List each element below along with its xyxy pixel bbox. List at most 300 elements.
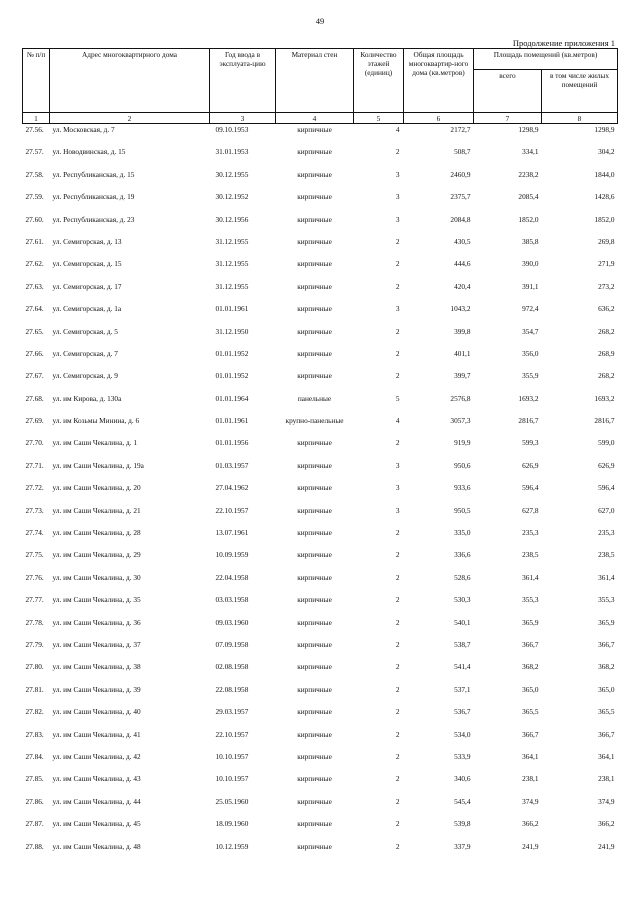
cell-premises-area-total: 365,5 — [522, 707, 539, 717]
cell-residential-area: 269,8 — [598, 236, 615, 246]
cell-wall-material: кирпичные — [297, 147, 332, 157]
cell-row-number: 27.88. — [25, 841, 44, 851]
cell-address: ул. им Саши Чекалина, д. 36 — [52, 617, 141, 627]
table-row — [23, 640, 618, 662]
cell-premises-area-total: 366,2 — [522, 819, 539, 829]
cell-total-area: 337,9 — [454, 841, 471, 851]
cell-row-number: 27.86. — [25, 796, 44, 806]
cell-premises-area-total: 355,3 — [522, 595, 539, 605]
cell-row-number: 27.62. — [25, 259, 44, 269]
cell-year-built: 09.03.1960 — [215, 617, 249, 627]
cell-address: ул. Семигорская, д. 15 — [52, 259, 122, 269]
cell-residential-area: 238,5 — [598, 550, 615, 560]
cell-wall-material: кирпичные — [297, 707, 332, 717]
cell-wall-material: кирпичные — [297, 572, 332, 582]
cell-premises-area-total: 334,1 — [522, 147, 539, 157]
cell-row-number: 27.63. — [25, 281, 44, 291]
page-number: 49 — [315, 16, 325, 26]
cell-year-built: 29.03.1957 — [215, 707, 249, 717]
cell-row-number: 27.66. — [25, 348, 44, 358]
cell-total-area: 420,4 — [454, 281, 471, 291]
table-row — [23, 124, 618, 148]
cell-floors: 2 — [395, 639, 400, 649]
cell-address: ул. Семигорская, д. 7 — [52, 348, 118, 358]
cell-floors: 2 — [395, 147, 400, 157]
cell-year-built: 31.12.1950 — [215, 326, 249, 336]
cell-address: ул. им Саши Чекалина, д. 48 — [52, 841, 141, 851]
cell-address: ул. Московская, д. 7 — [52, 125, 115, 134]
cell-premises-area-total: 599,3 — [522, 438, 539, 448]
cell-address: ул. Семигорская, д. 9 — [52, 371, 118, 381]
table-row — [23, 662, 618, 684]
cell-total-area: 508,7 — [454, 147, 471, 157]
cell-row-number: 27.72. — [25, 483, 44, 493]
cell-floors: 2 — [395, 348, 400, 358]
cell-residential-area: 626,9 — [598, 460, 615, 470]
cell-address: ул. им Саши Чекалина, д. 28 — [52, 528, 141, 538]
column-number: 3 — [210, 113, 276, 124]
cell-total-area: 399,8 — [454, 326, 471, 336]
cell-row-number: 27.71. — [25, 460, 44, 470]
cell-floors: 2 — [395, 841, 400, 851]
cell-residential-area: 355,3 — [598, 595, 615, 605]
cell-residential-area: 1852,0 — [594, 214, 615, 224]
cell-address: ул. Республиканская, д. 19 — [52, 192, 135, 202]
cell-premises-area-total: 355,9 — [522, 371, 539, 381]
cell-total-area: 539,8 — [454, 819, 471, 829]
cell-residential-area: 361,4 — [598, 572, 615, 582]
cell-premises-area-total: 368,2 — [522, 662, 539, 672]
cell-year-built: 09.10.1953 — [215, 125, 249, 134]
cell-year-built: 01.01.1956 — [215, 438, 249, 448]
cell-wall-material: кирпичные — [297, 169, 332, 179]
cell-address: ул. им Саши Чекалина, д. 42 — [52, 751, 141, 761]
cell-total-area: 536,7 — [454, 707, 471, 717]
cell-floors: 2 — [395, 259, 400, 269]
cell-wall-material: кирпичные — [297, 550, 332, 560]
cell-floors: 2 — [395, 796, 400, 806]
cell-row-number: 27.59. — [25, 192, 44, 202]
header-premises-residential: в том числе жилых помещений — [542, 70, 618, 113]
cell-total-area: 530,3 — [454, 595, 471, 605]
cell-row-number: 27.81. — [25, 684, 44, 694]
cell-address: ул. им Саши Чекалина, д. 30 — [52, 572, 141, 582]
cell-floors: 2 — [395, 684, 400, 694]
cell-total-area: 2084,8 — [450, 214, 471, 224]
cell-floors: 2 — [395, 371, 400, 381]
table-row — [23, 819, 618, 841]
cell-premises-area-total: 238,1 — [522, 774, 539, 784]
table-row — [23, 237, 618, 259]
cell-premises-area-total: 361,4 — [522, 572, 539, 582]
cell-premises-area-total: 596,4 — [522, 483, 539, 493]
cell-floors: 3 — [395, 505, 400, 515]
column-number: 8 — [542, 113, 618, 124]
header-row-number: № п/п — [23, 49, 50, 113]
cell-year-built: 22.10.1957 — [215, 505, 249, 515]
cell-total-area: 534,0 — [454, 729, 471, 739]
column-number: 7 — [474, 113, 542, 124]
cell-floors: 5 — [395, 393, 400, 403]
cell-row-number: 27.61. — [25, 236, 44, 246]
header-premises-area: Площадь помещений (кв.метров) — [474, 49, 618, 70]
cell-residential-area: 235,3 — [598, 528, 615, 538]
cell-address: ул. им Саши Чекалина, д. 41 — [52, 729, 141, 739]
cell-row-number: 27.69. — [25, 416, 44, 426]
cell-wall-material: кирпичные — [297, 125, 332, 134]
cell-year-built: 03.03.1958 — [215, 595, 249, 605]
header-wall-material: Материал стен — [276, 49, 354, 113]
cell-wall-material: кирпичные — [297, 214, 332, 224]
table-row — [23, 416, 618, 438]
cell-total-area: 401,1 — [454, 348, 471, 358]
table-row — [23, 461, 618, 483]
cell-floors: 2 — [395, 662, 400, 672]
cell-address: ул. Республиканская, д. 15 — [52, 169, 135, 179]
cell-residential-area: 366,7 — [598, 729, 615, 739]
cell-floors: 3 — [395, 304, 400, 314]
cell-premises-area-total: 366,7 — [522, 729, 539, 739]
cell-residential-area: 1298,9 — [594, 125, 615, 134]
cell-wall-material: кирпичные — [297, 617, 332, 627]
table-row — [23, 394, 618, 416]
cell-year-built: 31.01.1953 — [215, 147, 249, 157]
cell-year-built: 01.01.1961 — [215, 416, 249, 426]
cell-premises-area-total: 391,1 — [522, 281, 539, 291]
cell-year-built: 10.10.1957 — [215, 751, 249, 761]
cell-address: ул. им Саши Чекалина, д. 45 — [52, 819, 141, 829]
continuation-note: Продолжение приложения 1 — [512, 38, 615, 48]
cell-floors: 4 — [395, 416, 400, 426]
cell-row-number: 27.60. — [25, 214, 44, 224]
cell-wall-material: кирпичные — [297, 639, 332, 649]
cell-wall-material: кирпичные — [297, 684, 332, 694]
column-number: 1 — [23, 113, 50, 124]
cell-row-number: 27.64. — [25, 304, 44, 314]
cell-year-built: 13.07.1961 — [215, 528, 249, 538]
table-row — [23, 752, 618, 774]
cell-total-area: 950,5 — [454, 505, 471, 515]
cell-total-area: 538,7 — [454, 639, 471, 649]
cell-wall-material: кирпичные — [297, 326, 332, 336]
cell-row-number: 27.78. — [25, 617, 44, 627]
cell-wall-material: кирпичные — [297, 751, 332, 761]
cell-wall-material: кирпичные — [297, 662, 332, 672]
cell-wall-material: кирпичные — [297, 259, 332, 269]
cell-premises-area-total: 2085,4 — [518, 192, 539, 202]
cell-total-area: 537,1 — [454, 684, 471, 694]
cell-floors: 2 — [395, 751, 400, 761]
cell-premises-area-total: 627,8 — [522, 505, 539, 515]
cell-year-built: 31.12.1955 — [215, 281, 249, 291]
cell-floors: 2 — [395, 326, 400, 336]
header-address: Адрес многоквартирного дома — [50, 49, 210, 113]
table-row — [23, 528, 618, 550]
column-number: 6 — [404, 113, 474, 124]
table-row — [23, 685, 618, 707]
cell-wall-material: кирпичные — [297, 348, 332, 358]
table-row — [23, 215, 618, 237]
cell-total-area: 533,9 — [454, 751, 471, 761]
table-row — [23, 282, 618, 304]
cell-total-area: 528,6 — [454, 572, 471, 582]
cell-total-area: 540,1 — [454, 617, 471, 627]
cell-wall-material: кирпичные — [297, 371, 332, 381]
cell-year-built: 22.04.1958 — [215, 572, 249, 582]
cell-floors: 2 — [395, 236, 400, 246]
cell-year-built: 30.12.1956 — [215, 214, 249, 224]
cell-premises-area-total: 972,4 — [522, 304, 539, 314]
column-numbers-row — [23, 113, 618, 124]
cell-residential-area: 368,2 — [598, 662, 615, 672]
cell-total-area: 2460,9 — [450, 169, 471, 179]
cell-residential-area: 364,1 — [598, 751, 615, 761]
cell-residential-area: 599,0 — [598, 438, 615, 448]
cell-residential-area: 1844,0 — [594, 169, 615, 179]
cell-premises-area-total: 2238,2 — [518, 169, 539, 179]
cell-year-built: 31.12.1955 — [215, 259, 249, 269]
cell-residential-area: 241,9 — [598, 841, 615, 851]
cell-premises-area-total: 366,7 — [522, 639, 539, 649]
table-row — [23, 550, 618, 572]
cell-residential-area: 365,0 — [598, 684, 615, 694]
cell-premises-area-total: 364,1 — [522, 751, 539, 761]
cell-address: ул. Семигорская, д. 13 — [52, 236, 122, 246]
cell-year-built: 30.12.1955 — [215, 169, 249, 179]
cell-wall-material: кирпичные — [297, 192, 332, 202]
cell-total-area: 545,4 — [454, 796, 471, 806]
cell-row-number: 27.87. — [25, 819, 44, 829]
cell-premises-area-total: 1693,2 — [518, 393, 539, 403]
cell-floors: 2 — [395, 617, 400, 627]
cell-residential-area: 365,5 — [598, 707, 615, 717]
cell-wall-material: крупно-панельные — [285, 416, 344, 426]
cell-wall-material: кирпичные — [297, 304, 332, 314]
table-row — [23, 797, 618, 819]
cell-year-built: 01.03.1957 — [215, 460, 249, 470]
cell-wall-material: кирпичные — [297, 460, 332, 470]
cell-year-built: 01.01.1961 — [215, 304, 249, 314]
table-row — [23, 842, 618, 864]
header-year: Год ввода в эксплуата-цию — [210, 49, 276, 113]
table-row — [23, 618, 618, 640]
cell-wall-material: кирпичные — [297, 819, 332, 829]
cell-premises-area-total: 235,3 — [522, 528, 539, 538]
cell-year-built: 31.12.1955 — [215, 236, 249, 246]
cell-year-built: 25.05.1960 — [215, 796, 249, 806]
cell-row-number: 27.82. — [25, 707, 44, 717]
cell-row-number: 27.74. — [25, 528, 44, 538]
cell-total-area: 430,5 — [454, 236, 471, 246]
cell-row-number: 27.76. — [25, 572, 44, 582]
cell-residential-area: 636,2 — [598, 304, 615, 314]
cell-address: ул. им Саши Чекалина, д. 20 — [52, 483, 141, 493]
cell-address: ул. им Саши Чекалина, д. 37 — [52, 639, 141, 649]
cell-address: ул. им Козьмы Минина, д. 6 — [52, 416, 140, 426]
header-floors: Количество этажей (единиц) — [354, 49, 404, 113]
table-row — [23, 573, 618, 595]
cell-wall-material: кирпичные — [297, 438, 332, 448]
cell-address: ул. им Саши Чекалина, д. 1 — [52, 438, 137, 448]
cell-total-area: 1043,2 — [450, 304, 471, 314]
cell-year-built: 07.09.1958 — [215, 639, 249, 649]
cell-floors: 2 — [395, 707, 400, 717]
cell-total-area: 2576,8 — [450, 393, 471, 403]
cell-total-area: 335,0 — [454, 528, 471, 538]
column-number: 2 — [50, 113, 210, 124]
cell-residential-area: 365,9 — [598, 617, 615, 627]
cell-year-built: 10.10.1957 — [215, 774, 249, 784]
cell-row-number: 27.85. — [25, 774, 44, 784]
cell-premises-area-total: 626,9 — [522, 460, 539, 470]
cell-total-area: 340,6 — [454, 774, 471, 784]
cell-address: ул. им Саши Чекалина, д. 21 — [52, 505, 141, 515]
cell-premises-area-total: 390,0 — [522, 259, 539, 269]
table-row — [23, 595, 618, 617]
table-row — [23, 730, 618, 752]
cell-floors: 2 — [395, 281, 400, 291]
cell-address: ул. Семигорская, д. 5 — [52, 326, 118, 336]
cell-address: ул. Республиканская, д. 23 — [52, 214, 135, 224]
cell-premises-area-total: 1852,0 — [518, 214, 539, 224]
cell-row-number: 27.67. — [25, 371, 44, 381]
cell-year-built: 27.04.1962 — [215, 483, 249, 493]
column-number: 4 — [276, 113, 354, 124]
cell-residential-area: 273,2 — [598, 281, 615, 291]
cell-total-area: 399,7 — [454, 371, 471, 381]
cell-floors: 2 — [395, 438, 400, 448]
table-row — [23, 259, 618, 281]
cell-total-area: 919,9 — [454, 438, 471, 448]
cell-year-built: 02.08.1958 — [215, 662, 249, 672]
cell-floors: 2 — [395, 819, 400, 829]
cell-year-built: 01.01.1952 — [215, 371, 249, 381]
cell-residential-area: 366,2 — [598, 819, 615, 829]
cell-wall-material: кирпичные — [297, 505, 332, 515]
cell-residential-area: 627,0 — [598, 505, 615, 515]
cell-address: ул. им Саши Чекалина, д. 29 — [52, 550, 141, 560]
column-number: 5 — [354, 113, 404, 124]
apartment-buildings-table — [22, 48, 618, 864]
cell-row-number: 27.65. — [25, 326, 44, 336]
cell-address: ул. им Саши Чекалина, д. 40 — [52, 707, 141, 717]
cell-residential-area: 1693,2 — [594, 393, 615, 403]
cell-year-built: 01.01.1952 — [215, 348, 249, 358]
table-row — [23, 170, 618, 192]
cell-premises-area-total: 2816,7 — [518, 416, 539, 426]
cell-wall-material: кирпичные — [297, 595, 332, 605]
table-body — [23, 124, 618, 864]
table-row — [23, 147, 618, 169]
cell-residential-area: 304,2 — [598, 147, 615, 157]
cell-total-area: 2172,7 — [450, 125, 471, 134]
cell-wall-material: кирпичные — [297, 236, 332, 246]
table-row — [23, 438, 618, 460]
cell-total-area: 933,6 — [454, 483, 471, 493]
cell-wall-material: кирпичные — [297, 841, 332, 851]
table-row — [23, 483, 618, 505]
cell-address: ул. им Саши Чекалина, д. 35 — [52, 595, 141, 605]
cell-year-built: 22.08.1958 — [215, 684, 249, 694]
cell-residential-area: 238,1 — [598, 774, 615, 784]
cell-year-built: 01.01.1964 — [215, 393, 249, 403]
cell-total-area: 336,6 — [454, 550, 471, 560]
cell-wall-material: панельные — [297, 393, 332, 403]
cell-floors: 3 — [395, 192, 400, 202]
table-row — [23, 192, 618, 214]
cell-floors: 2 — [395, 528, 400, 538]
cell-row-number: 27.83. — [25, 729, 44, 739]
cell-address: ул. им Саши Чекалина, д. 44 — [52, 796, 141, 806]
cell-premises-area-total: 385,8 — [522, 236, 539, 246]
table-row — [23, 304, 618, 326]
cell-premises-area-total: 365,9 — [522, 617, 539, 627]
cell-floors: 2 — [395, 729, 400, 739]
cell-floors: 2 — [395, 595, 400, 605]
cell-residential-area: 366,7 — [598, 639, 615, 649]
cell-row-number: 27.79. — [25, 639, 44, 649]
cell-row-number: 27.75. — [25, 550, 44, 560]
cell-row-number: 27.73. — [25, 505, 44, 515]
cell-residential-area: 596,4 — [598, 483, 615, 493]
cell-wall-material: кирпичные — [297, 483, 332, 493]
header-total-area: Общая площадь многоквартир-ного дома (кв.метров) — [404, 49, 474, 113]
cell-premises-area-total: 354,7 — [522, 326, 539, 336]
cell-row-number: 27.56. — [25, 125, 44, 134]
cell-row-number: 27.77. — [25, 595, 44, 605]
cell-premises-area-total: 241,9 — [522, 841, 539, 851]
cell-address: ул. им Саши Чекалина, д. 19а — [52, 460, 144, 470]
cell-wall-material: кирпичные — [297, 774, 332, 784]
cell-year-built: 10.09.1959 — [215, 550, 249, 560]
cell-wall-material: кирпичные — [297, 281, 332, 291]
cell-row-number: 27.84. — [25, 751, 44, 761]
cell-premises-area-total: 238,5 — [522, 550, 539, 560]
cell-year-built: 30.12.1952 — [215, 192, 249, 202]
cell-total-area: 2375,7 — [450, 192, 471, 202]
cell-residential-area: 268,9 — [598, 348, 615, 358]
cell-wall-material: кирпичные — [297, 528, 332, 538]
table-row — [23, 506, 618, 528]
cell-floors: 2 — [395, 550, 400, 560]
cell-address: ул. им Кирова, д. 130а — [52, 393, 122, 403]
table-row — [23, 774, 618, 796]
header-premises-total: всего — [474, 70, 542, 113]
cell-address: ул. Семигорская, д. 1а — [52, 304, 122, 314]
cell-residential-area: 1428,6 — [594, 192, 615, 202]
cell-address: ул. им Саши Чекалина, д. 43 — [52, 774, 141, 784]
cell-year-built: 18.09.1960 — [215, 819, 249, 829]
cell-total-area: 3057,3 — [450, 416, 471, 426]
cell-residential-area: 268,2 — [598, 326, 615, 336]
table-row — [23, 349, 618, 371]
cell-residential-area: 268,2 — [598, 371, 615, 381]
cell-address: ул. им Саши Чекалина, д. 39 — [52, 684, 141, 694]
cell-floors: 2 — [395, 774, 400, 784]
cell-year-built: 22.10.1957 — [215, 729, 249, 739]
cell-row-number: 27.58. — [25, 169, 44, 179]
cell-total-area: 950,6 — [454, 460, 471, 470]
cell-floors: 3 — [395, 460, 400, 470]
cell-floors: 3 — [395, 214, 400, 224]
cell-floors: 3 — [395, 169, 400, 179]
cell-floors: 2 — [395, 572, 400, 582]
cell-row-number: 27.57. — [25, 147, 44, 157]
cell-total-area: 444,6 — [454, 259, 471, 269]
cell-floors: 3 — [395, 483, 400, 493]
table-row — [23, 707, 618, 729]
cell-address: ул. Новодвинская, д. 15 — [52, 147, 126, 157]
